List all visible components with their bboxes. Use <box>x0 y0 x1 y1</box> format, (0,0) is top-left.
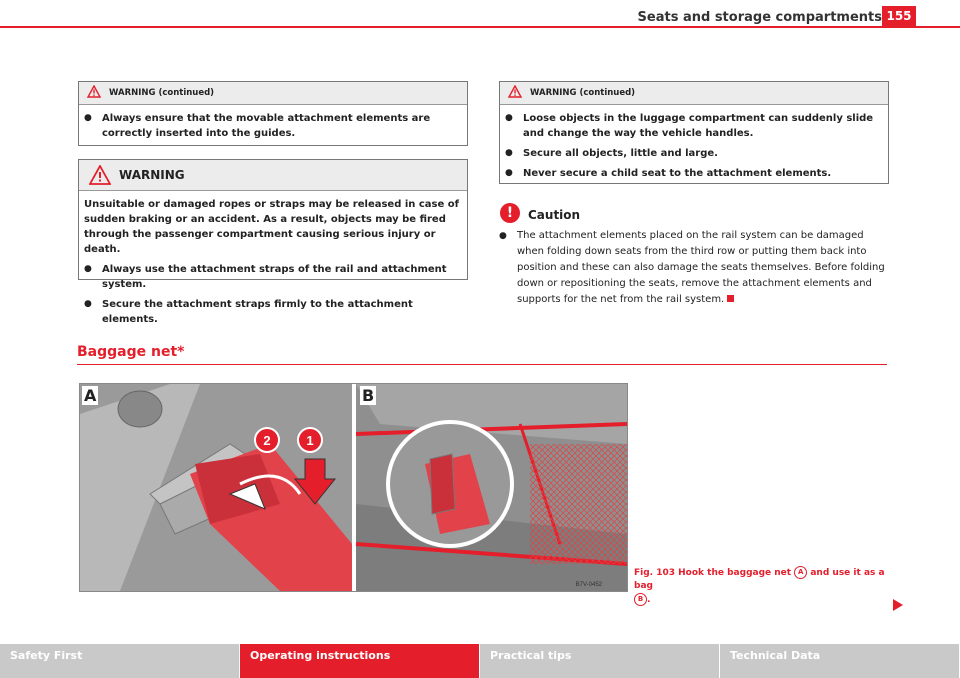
section-rule <box>77 364 887 365</box>
page-number: 155 <box>882 6 916 26</box>
figure-code: B7V-0452 <box>575 582 602 588</box>
page-header-title: Seats and storage compartments <box>637 10 882 25</box>
warning-continued-box-left <box>78 81 468 146</box>
warning-triangle-icon <box>87 85 101 98</box>
caption-end: . <box>647 595 651 605</box>
end-of-section-marker <box>727 295 734 302</box>
warning-box-header <box>79 160 467 191</box>
caution-title: Caution <box>528 208 581 222</box>
figure-103 <box>79 383 628 592</box>
warning-box-header <box>500 82 888 105</box>
figure-illustration <box>80 384 627 591</box>
header-rule <box>0 26 960 28</box>
caution-bullet <box>499 228 889 308</box>
caution-icon: ! <box>500 203 520 223</box>
warning-box-title: WARNING (continued) <box>109 88 215 98</box>
next-page-arrow-icon[interactable] <box>892 598 904 612</box>
step-2-label: 2 <box>263 433 271 448</box>
warning-bullet: ● Always use the attachment straps of the rail and attachment system. <box>84 262 462 292</box>
caution-text: The attachment elements placed on the rail system can be damaged when folding down seats from the third row or putting them back into position and these can also damage the seats themselves. Before folding down or repositioning the seats, remove the attachment elements and supports for the net from the rail system. <box>517 230 885 305</box>
footer-nav <box>0 644 960 678</box>
warning-bullet: ● Secure the attachment straps firmly to the attachment elements. <box>84 297 462 327</box>
caption-mid: and use it as a bag <box>634 568 885 591</box>
warning-box-header <box>79 82 467 105</box>
tab-technical-data[interactable]: Technical Data <box>720 644 960 678</box>
warning-bullet: ● Never secure a child seat to the attachment elements. <box>505 166 883 181</box>
section-title: Baggage net* <box>77 344 185 360</box>
warning-box-title: WARNING (continued) <box>530 88 636 98</box>
panel-a-label: A <box>84 386 97 405</box>
warning-box-main <box>78 159 468 325</box>
warning-box-title: WARNING <box>119 168 185 182</box>
warning-bullet: ● Always ensure that the movable attachment elements are correctly inserted into the guides. <box>84 111 462 141</box>
tab-operating-instructions[interactable]: Operating instructions <box>240 644 480 678</box>
figure-caption <box>634 566 894 607</box>
caution-body <box>499 228 889 308</box>
caption-prefix: Fig. 103 Hook the baggage net <box>634 568 792 578</box>
warning-bullet: ● Secure all objects, little and large. <box>505 146 883 161</box>
step-1-label: 1 <box>306 433 314 448</box>
tab-practical-tips[interactable]: Practical tips <box>480 644 720 678</box>
tab-safety-first[interactable]: Safety First <box>0 644 240 678</box>
warning-continued-box-right <box>499 81 889 184</box>
warning-intro-text: Unsuitable or damaged ropes or straps may be released in case of sudden braking or an accident. As a result, objects may be fired through the passenger compartment causing serious injury or death. <box>84 199 459 255</box>
warning-triangle-icon <box>508 85 522 98</box>
warning-bullet: ● Loose objects in the luggage compartment can suddenly slide and change the way the vehicle handles. <box>505 111 883 141</box>
figure-ref-a[interactable]: A <box>794 566 807 579</box>
panel-b-label: B <box>362 386 375 405</box>
warning-triangle-icon <box>89 165 111 185</box>
baggage-net <box>530 444 627 564</box>
figure-ref-b[interactable]: B <box>634 593 647 606</box>
